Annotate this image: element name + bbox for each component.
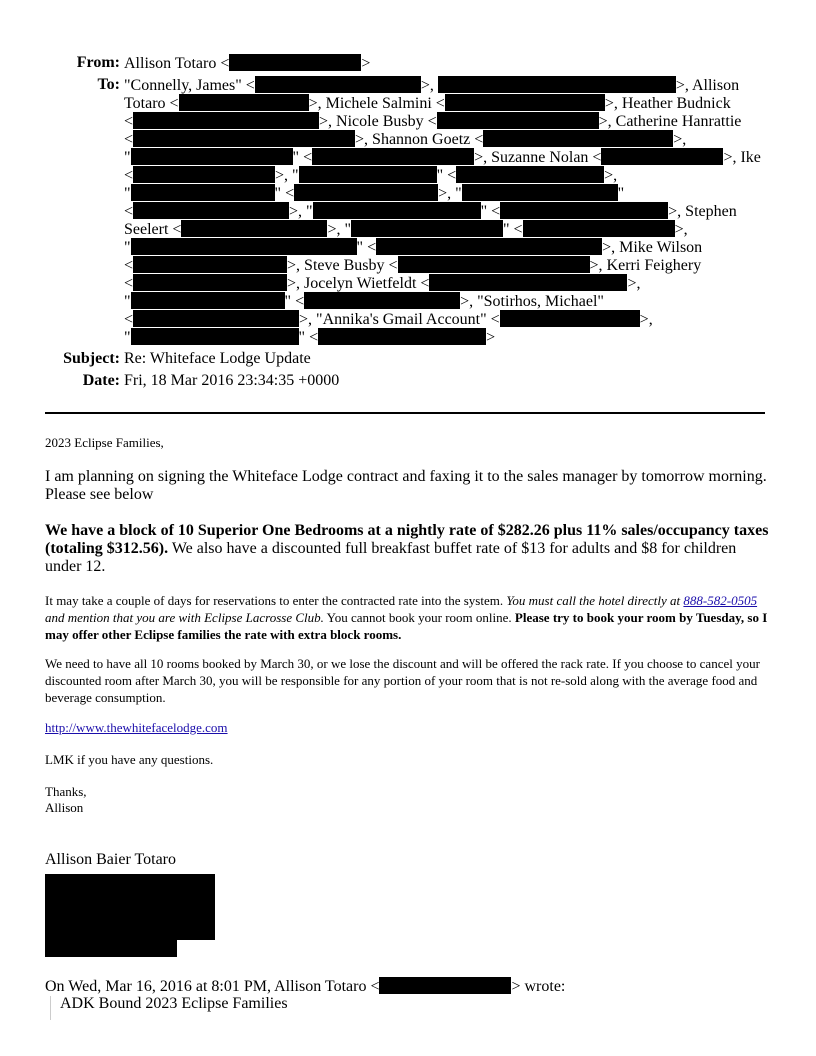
redaction-box — [131, 238, 357, 255]
redaction-box — [398, 256, 590, 273]
recipient-text: >, "Annika's Gmail Account" < — [299, 311, 500, 328]
recipient-text: < — [124, 113, 134, 130]
from-label: From: — [76, 54, 120, 71]
redaction-box — [376, 238, 602, 255]
redaction-box — [133, 274, 287, 291]
booking-paragraph: It may take a couple of days for reservations to enter the contracted rate into the system. You must call the hotel directly at 888-582-0505 and mention that you are with Eclipse Lacrosse Club. You cannot book your room online. Please try to book your room by Tuesday, so I may offer other Eclipse families the rate with extra block rooms. — [45, 593, 768, 642]
redaction-box — [523, 220, 675, 237]
recipient-text: " — [124, 329, 131, 346]
recipient-text: " < — [292, 149, 313, 166]
to-line — [124, 292, 604, 311]
website-link[interactable]: http://www.thewhitefacelodge.com — [45, 720, 228, 735]
block-rate-rest: We also have a discounted full breakfast buffet rate of $13 for adults and $8 for children under 12. — [45, 540, 737, 575]
recipient-text: >, Mike Wilson — [602, 239, 703, 256]
block-paragraph — [45, 522, 775, 576]
recipient-text: < — [124, 131, 134, 148]
recipient-text: " — [124, 293, 131, 310]
date-value: Fri, 18 Mar 2016 23:34:35 +0000 — [124, 372, 340, 389]
sign-off-name: Allison — [45, 800, 84, 815]
redaction-box — [379, 977, 511, 994]
to-label: To: — [97, 76, 120, 93]
recipient-text: >, — [627, 275, 641, 292]
recipient-text: >, " — [275, 167, 299, 184]
redaction-box — [131, 148, 293, 165]
quote-bar — [50, 996, 51, 1020]
redaction-box — [462, 184, 618, 201]
to-line — [124, 76, 739, 95]
recipient-text: >, " — [327, 221, 352, 238]
recipient-text: >, Jocelyn Wietfeldt < — [287, 275, 430, 292]
recipient-text: >, Allison — [675, 77, 740, 94]
to-line — [124, 184, 624, 203]
quote-intro: On Wed, Mar 16, 2016 at 8:01 PM, Allison Totaro < > wrote: — [45, 978, 566, 995]
recipient-text: " < — [356, 239, 377, 256]
signature-redaction — [45, 874, 215, 940]
recipient-text: >, Shannon Goetz < — [355, 131, 484, 148]
booking-instruction-italic: You must call the hotel directly at 888-582-0505 and mention that you are with Eclipse Lacrosse Club. — [45, 593, 758, 625]
recipient-text: >, — [420, 77, 438, 94]
redaction-box — [299, 166, 437, 183]
redaction-box — [133, 130, 355, 147]
redaction-box — [294, 184, 438, 201]
recipient-text: >, — [639, 311, 653, 328]
recipient-text: " — [124, 239, 131, 256]
redaction-box — [500, 202, 668, 219]
redaction-box — [255, 76, 421, 93]
recipient-text: " < — [436, 167, 457, 184]
redaction-box — [456, 166, 604, 183]
recipient-text: >, Suzanne Nolan < — [474, 149, 602, 166]
website-link-line — [45, 719, 770, 736]
block-rate-bold: We have a block of 10 Superior One Bedrooms at a nightly rate of $282.26 plus 11% sales/occupancy taxes (totaling $312.56). — [45, 522, 769, 557]
cancellation-paragraph: We need to have all 10 rooms booked by March 30, or we lose the discount and will be offered the rack rate. If you choose to cancel your discounted room after March 30, you will be responsible for any portion of your room that is not re-sold along with the average food and beverage consumption. — [45, 656, 760, 705]
recipient-text: < — [124, 311, 134, 328]
redaction-box — [313, 202, 481, 219]
redaction-box — [133, 202, 289, 219]
recipient-text: >, "Sotirhos, Michael" — [460, 293, 604, 310]
to-line — [124, 112, 741, 131]
recipient-text: >, — [604, 167, 618, 184]
to-line — [124, 310, 653, 329]
recipient-text: >, — [673, 131, 687, 148]
from-value: Allison Totaro < > — [124, 55, 371, 72]
recipient-text: < — [124, 167, 134, 184]
recipient-text: " < — [503, 221, 523, 238]
recipient-text: " < — [480, 203, 501, 220]
recipient-text: Totaro < — [124, 95, 179, 112]
subject-value: Re: Whiteface Lodge Update — [124, 350, 311, 367]
redaction-box — [229, 54, 361, 71]
phone-link[interactable]: 888-582-0505 — [683, 593, 758, 608]
to-line — [124, 256, 701, 275]
recipient-text: > — [486, 329, 496, 346]
recipient-text: >, Stephen — [668, 203, 737, 220]
recipient-text: >, " — [289, 203, 313, 220]
to-line — [124, 166, 617, 185]
recipient-text: " < — [284, 293, 305, 310]
redaction-box — [133, 166, 275, 183]
recipient-text: " — [124, 185, 131, 202]
to-line — [124, 94, 731, 113]
questions-line: LMK if you have any questions. — [45, 752, 214, 767]
recipient-text: >, Steve Busby < — [287, 257, 398, 274]
recipient-text: >, Nicole Busby < — [319, 113, 437, 130]
intro-paragraph: I am planning on signing the Whiteface Lodge contract and faxing it to the sales manager by tomorrow morning. Please see below — [45, 468, 767, 503]
header-divider — [45, 412, 765, 414]
redaction-box — [181, 220, 327, 237]
redaction-box — [312, 148, 474, 165]
redaction-box — [438, 76, 676, 93]
greeting: 2023 Eclipse Families, — [45, 435, 164, 450]
redaction-box — [131, 184, 275, 201]
recipient-text: " — [124, 149, 131, 166]
redaction-box — [500, 310, 640, 327]
recipient-text: " — [617, 185, 625, 202]
recipient-text: >, Michele Salmini < — [308, 95, 445, 112]
recipient-text: >, Heather Budnick — [604, 95, 731, 112]
date-label: Date: — [82, 372, 120, 389]
redaction-box — [133, 310, 299, 327]
redaction-box — [351, 220, 503, 237]
from-name: Allison Totaro < — [124, 55, 230, 72]
recipient-text: >, — [674, 221, 688, 238]
signature-name: Allison Baier Totaro — [45, 851, 177, 868]
recipient-text: >, Ike — [723, 149, 761, 166]
redaction-box — [318, 328, 486, 345]
to-line — [124, 202, 737, 221]
to-line — [124, 220, 688, 239]
to-line — [124, 328, 495, 347]
to-line — [124, 130, 686, 149]
recipient-text: >, Catherine Hanrattie — [598, 113, 742, 130]
thanks-line: Thanks, — [45, 784, 87, 799]
redaction-box — [133, 112, 319, 129]
redaction-box — [179, 94, 309, 111]
redaction-box — [133, 256, 287, 273]
quoted-text: ADK Bound 2023 Eclipse Families — [60, 995, 288, 1012]
recipient-text: < — [124, 275, 134, 292]
recipient-text: " < — [298, 329, 319, 346]
redaction-box — [445, 94, 605, 111]
recipient-text: >, Kerri Feighery — [589, 257, 702, 274]
recipient-text: < — [124, 203, 134, 220]
redaction-box — [131, 292, 285, 309]
redaction-box — [437, 112, 599, 129]
redaction-box — [304, 292, 460, 309]
signature-redaction-2 — [45, 940, 177, 957]
recipient-text: " < — [274, 185, 295, 202]
recipient-text: Seelert < — [124, 221, 182, 238]
redaction-box — [601, 148, 723, 165]
redaction-box — [429, 274, 627, 291]
subject-label: Subject: — [63, 350, 120, 367]
recipient-text: >, " — [438, 185, 462, 202]
to-line — [124, 148, 761, 167]
redaction-box — [131, 328, 299, 345]
redaction-box — [483, 130, 673, 147]
recipient-text: < — [124, 257, 134, 274]
to-line — [124, 238, 702, 257]
recipient-text: "Connelly, James" < — [124, 77, 255, 94]
to-line — [124, 274, 640, 293]
booking-deadline-bold: Please try to book your room by Tuesday, so I may offer other Eclipse families the rate with extra block rooms. — [45, 610, 768, 642]
